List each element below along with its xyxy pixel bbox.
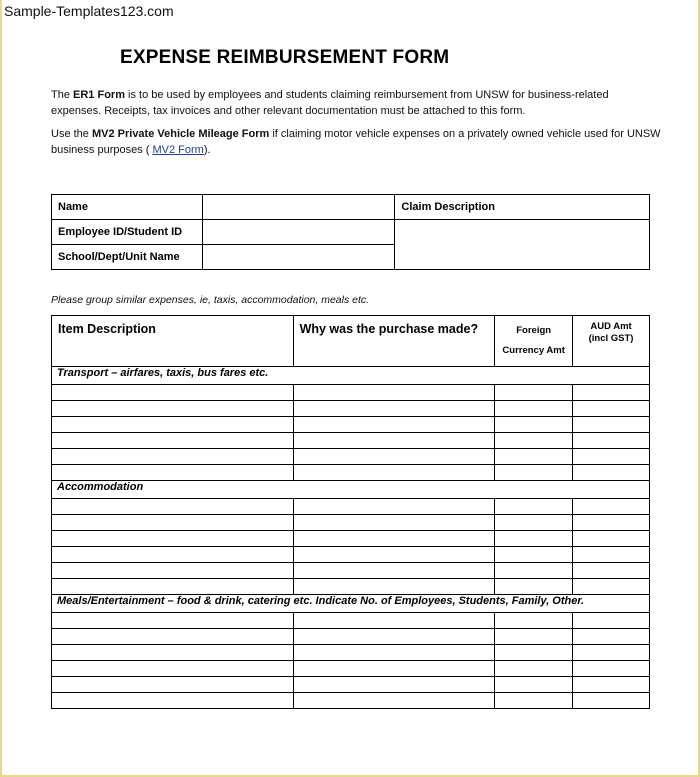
- page-title: EXPENSE REIMBURSEMENT FORM: [120, 47, 450, 68]
- item-cell[interactable]: [52, 465, 294, 481]
- foreign-currency-header: Foreign Currency Amt: [495, 316, 573, 367]
- item-cell[interactable]: [52, 693, 294, 709]
- aud-cell[interactable]: [573, 449, 650, 465]
- table-row: [52, 499, 650, 515]
- name-field[interactable]: [202, 195, 395, 220]
- purpose-cell[interactable]: [293, 449, 495, 465]
- foreign-cell[interactable]: [495, 401, 573, 417]
- mv2-form-name: MV2 Private Vehicle Mileage Form: [91, 128, 270, 140]
- purpose-cell[interactable]: [293, 385, 495, 401]
- table-row: [52, 531, 650, 547]
- er1-form-name: ER1 Form: [73, 89, 125, 101]
- table-row: [52, 385, 650, 401]
- item-cell[interactable]: [52, 417, 294, 433]
- purpose-cell[interactable]: [293, 547, 495, 563]
- purpose-cell[interactable]: [293, 465, 495, 481]
- aud-cell[interactable]: [573, 499, 650, 515]
- intro-paragraph-2: Use the MV2 Private Vehicle Mileage Form if claiming motor vehicle expenses on a privately owned vehicle used for UNSW business purposes ( MV2 Form).: [51, 128, 661, 156]
- table-row: [52, 433, 650, 449]
- table-row: [52, 645, 650, 661]
- category-transport: Transport – airfares, taxis, bus fares etc.: [52, 367, 650, 385]
- table-row: [52, 693, 650, 709]
- item-cell[interactable]: [52, 401, 294, 417]
- item-cell[interactable]: [52, 531, 294, 547]
- foreign-cell[interactable]: [495, 693, 573, 709]
- purpose-cell[interactable]: [293, 693, 495, 709]
- item-cell[interactable]: [52, 661, 294, 677]
- purpose-cell[interactable]: [293, 613, 495, 629]
- item-cell[interactable]: [52, 629, 294, 645]
- claimant-info-table: [51, 194, 650, 270]
- purpose-cell[interactable]: [293, 531, 495, 547]
- table-row: [52, 465, 650, 481]
- aud-cell[interactable]: [573, 385, 650, 401]
- aud-cell[interactable]: [573, 629, 650, 645]
- item-cell[interactable]: [52, 515, 294, 531]
- aud-cell[interactable]: [573, 693, 650, 709]
- purpose-cell[interactable]: [293, 499, 495, 515]
- expense-table: [51, 315, 650, 709]
- category-accommodation: Accommodation: [52, 481, 650, 499]
- foreign-cell[interactable]: [495, 579, 573, 595]
- aud-cell[interactable]: [573, 547, 650, 563]
- aud-cell[interactable]: [573, 515, 650, 531]
- purpose-cell[interactable]: [293, 629, 495, 645]
- aud-cell[interactable]: [573, 417, 650, 433]
- grouping-note: Please group similar expenses, ie, taxis, accommodation, meals etc.: [51, 294, 370, 306]
- watermark: Sample-Templates123.com: [4, 3, 174, 19]
- table-row: [52, 515, 650, 531]
- item-cell[interactable]: [52, 563, 294, 579]
- purpose-cell[interactable]: [293, 401, 495, 417]
- foreign-cell[interactable]: [495, 563, 573, 579]
- table-row: [52, 629, 650, 645]
- table-row: [52, 547, 650, 563]
- item-cell[interactable]: [52, 547, 294, 563]
- aud-cell[interactable]: [573, 677, 650, 693]
- table-row: [52, 613, 650, 629]
- foreign-cell[interactable]: [495, 547, 573, 563]
- table-row: [52, 579, 650, 595]
- item-cell[interactable]: [52, 433, 294, 449]
- category-meals: Meals/Entertainment – food & drink, catering etc. Indicate No. of Employees, Students, Family, Other.: [52, 595, 650, 613]
- item-cell[interactable]: [52, 613, 294, 629]
- foreign-cell[interactable]: [495, 645, 573, 661]
- aud-cell[interactable]: [573, 563, 650, 579]
- aud-cell[interactable]: [573, 531, 650, 547]
- purpose-cell[interactable]: [293, 515, 495, 531]
- foreign-cell[interactable]: [495, 499, 573, 515]
- aud-amount-header: AUD Amt (incl GST): [573, 316, 650, 367]
- foreign-cell[interactable]: [495, 417, 573, 433]
- foreign-cell[interactable]: [495, 515, 573, 531]
- purpose-cell[interactable]: [293, 417, 495, 433]
- item-description-header: Item Description: [52, 316, 294, 367]
- table-row: [52, 401, 650, 417]
- purpose-cell[interactable]: [293, 433, 495, 449]
- foreign-cell[interactable]: [495, 449, 573, 465]
- aud-cell[interactable]: [573, 613, 650, 629]
- item-cell[interactable]: [52, 385, 294, 401]
- claim-description-field[interactable]: [395, 220, 650, 270]
- purpose-cell[interactable]: [293, 579, 495, 595]
- table-row: [52, 661, 650, 677]
- aud-cell[interactable]: [573, 401, 650, 417]
- item-cell[interactable]: [52, 499, 294, 515]
- item-cell[interactable]: [52, 645, 294, 661]
- table-row: [52, 449, 650, 465]
- purpose-cell[interactable]: [293, 677, 495, 693]
- intro-paragraph-1: The ER1 Form is to be used by employees and students claiming reimbursement from UNSW for business-related expenses. Receipts, tax invoices and other relevant documentation must be attached to this form.: [51, 89, 609, 117]
- school-field[interactable]: [202, 245, 395, 270]
- item-cell[interactable]: [52, 677, 294, 693]
- name-label: Name: [52, 195, 203, 220]
- table-row: [52, 417, 650, 433]
- aud-cell[interactable]: [573, 579, 650, 595]
- aud-cell[interactable]: [573, 465, 650, 481]
- table-row: [52, 677, 650, 693]
- foreign-cell[interactable]: [495, 385, 573, 401]
- aud-cell[interactable]: [573, 645, 650, 661]
- purpose-cell[interactable]: [293, 563, 495, 579]
- item-cell[interactable]: [52, 579, 294, 595]
- purpose-cell[interactable]: [293, 661, 495, 677]
- foreign-cell[interactable]: [495, 661, 573, 677]
- employee-id-field[interactable]: [202, 220, 395, 245]
- employee-id-label: Employee ID/Student ID: [52, 220, 203, 245]
- foreign-cell[interactable]: [495, 433, 573, 449]
- aud-cell[interactable]: [573, 433, 650, 449]
- foreign-cell[interactable]: [495, 677, 573, 693]
- foreign-cell[interactable]: [495, 465, 573, 481]
- foreign-cell[interactable]: [495, 629, 573, 645]
- item-cell[interactable]: [52, 449, 294, 465]
- school-label: School/Dept/Unit Name: [52, 245, 203, 270]
- aud-cell[interactable]: [573, 661, 650, 677]
- mv2-form-link[interactable]: MV2 Form: [152, 144, 204, 156]
- table-row: [52, 563, 650, 579]
- purpose-cell[interactable]: [293, 645, 495, 661]
- claim-description-label: Claim Description: [395, 195, 650, 220]
- foreign-cell[interactable]: [495, 613, 573, 629]
- purpose-header: Why was the purchase made?: [293, 316, 495, 367]
- foreign-cell[interactable]: [495, 531, 573, 547]
